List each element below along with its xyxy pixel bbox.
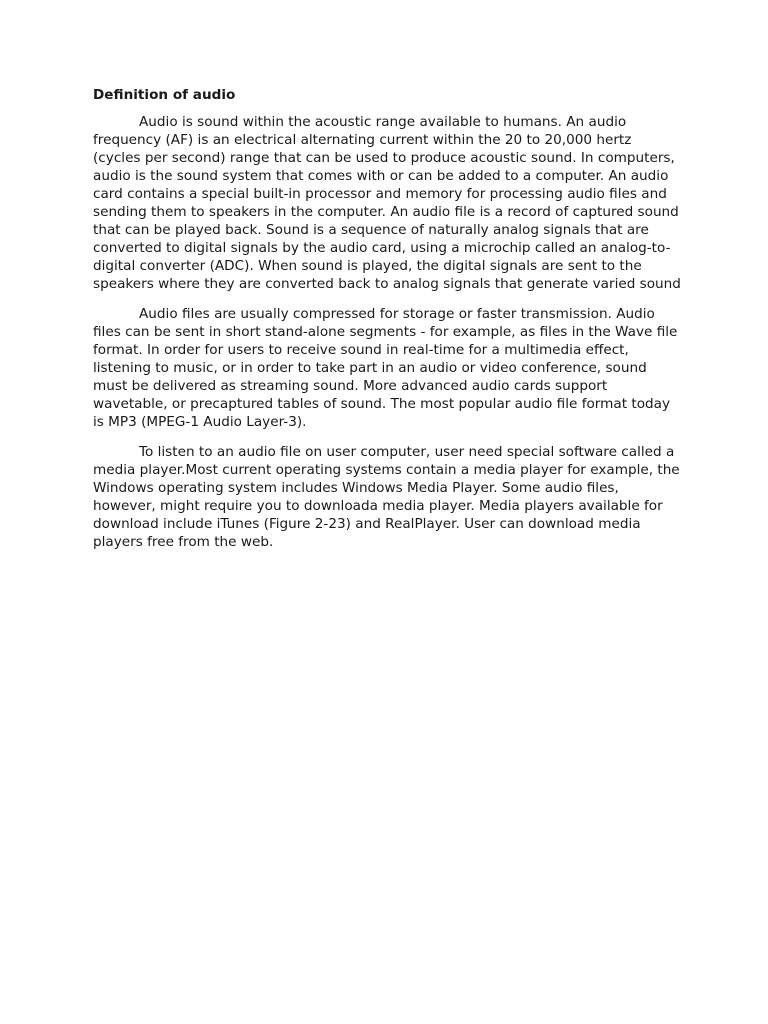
document-heading: Definition of audio [93, 87, 236, 103]
paragraph-media-player: To listen to an audio file on user computer, user need special software called a media player.Most current operating systems contain a media player for example, the Windows operating system includes Windows Media Player. Some audio files, however, might require you to downloada media player. Media players available for download include iTunes (Figure 2-23) and RealPlayer. User can download media players free from the web. [93, 444, 680, 550]
document-body [93, 86, 683, 563]
paragraph-audio-files: Audio files are usually compressed for storage or faster transmission. Audio files can be sent in short stand-alone segments - for example, as files in the Wave file format. In order for users to receive sound in real-time for a multimedia effect, listening to music, or in order to take part in an audio or video conference, sound must be delivered as streaming sound. More advanced audio cards support wavetable, or precaptured tables of sound. The most popular audio file format today is MP3 (MPEG-1 Audio Layer-3). [93, 306, 678, 430]
paragraph-audio-definition: Audio is sound within the acoustic range available to humans. An audio frequency (AF) is an electrical alternating current within the 20 to 20,000 hertz (cycles per second) range that can be used to produce acoustic sound. In computers, audio is the sound system that comes with or can be added to a computer. An audio card contains a special built-in processor and memory for processing audio files and sending them to speakers in the computer. An audio file is a record of captured sound that can be played back. Sound is a sequence of naturally analog signals that are converted to digital signals by the audio card, using a microchip called an analog-to-digital converter (ADC). When sound is played, the digital signals are sent to the speakers where they are converted back to analog signals that generate varied sound [93, 114, 681, 292]
